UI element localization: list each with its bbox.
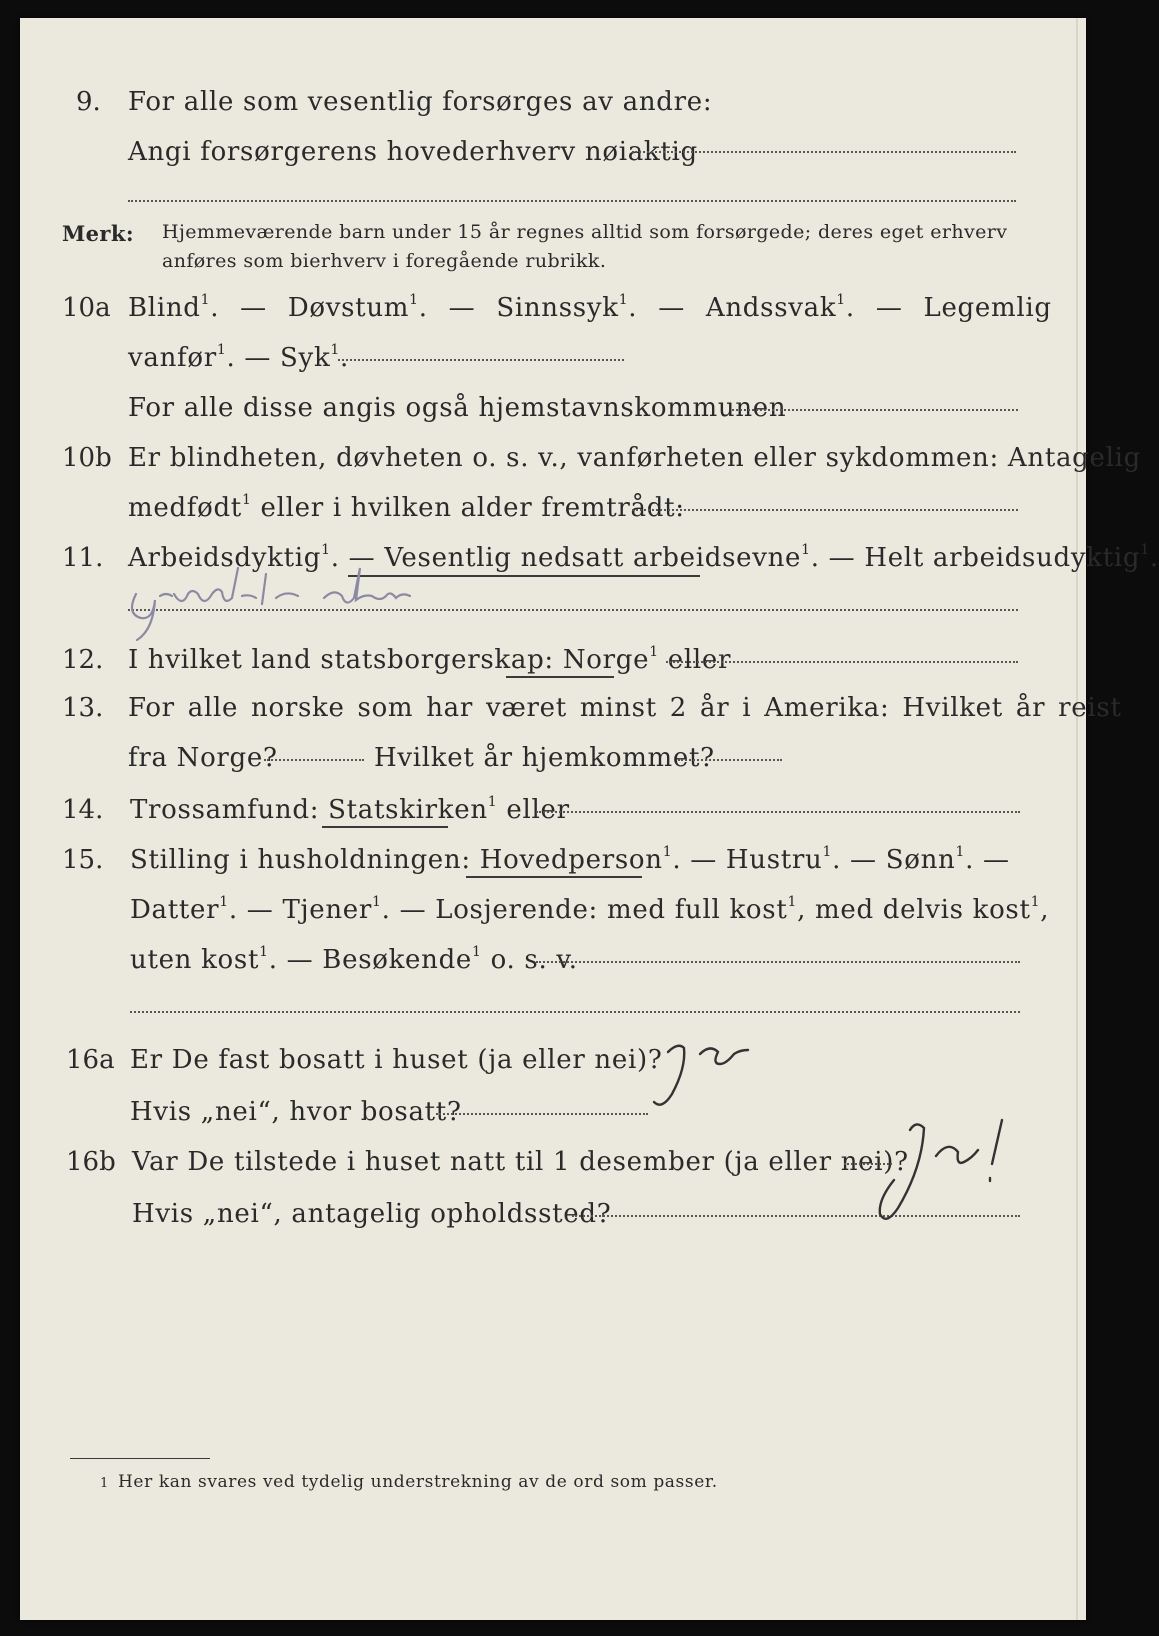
- merk-line-1: Hjemmeværende barn under 15 år regnes alltid som forsørgede; deres eget erhverv: [162, 221, 1008, 243]
- item-10b-number: 10b: [62, 443, 112, 473]
- item-13-line-1: For alle norske som har været minst 2 år i Amerika: Hvilket år reist: [128, 693, 1122, 723]
- item-11-line-1: Arbeidsdyktig$^1$. — Vesentlig nedsatt arbeidsevne$^1$. — Helt arbeidsudyktig$^1$.: [128, 542, 1159, 573]
- footnote-marker: 1: [100, 1476, 109, 1491]
- item-10a-number: 10a: [62, 293, 111, 323]
- item-14-answer-line[interactable]: [536, 811, 1020, 813]
- item-12-answer-line[interactable]: [666, 661, 1018, 663]
- item-10a-line-1: Blind$^1$. — Døvstum$^1$. — Sinnssyk$^1$. — Andssvak$^1$. — Legemlig: [128, 292, 1052, 323]
- item-11-answer-line[interactable]: [128, 609, 1018, 611]
- item-15-answer-line-2[interactable]: [130, 1011, 1020, 1013]
- item-16b-line-1: Var De tilstede i huset natt til 1 desember (ja eller nei)?: [132, 1147, 909, 1177]
- item-16a-line-1: Er De fast bosatt i huset (ja eller nei)?: [130, 1045, 663, 1075]
- item-9-number: 9.: [76, 87, 101, 117]
- item-10a-home-municipality-line[interactable]: [732, 409, 1018, 411]
- item-10b-line-2: medfødt$^1$ eller i hvilken alder fremtrådt:: [128, 492, 685, 523]
- item-11-underline-mark: [348, 575, 700, 577]
- item-13-line-3: Hvilket år hjemkommet?: [374, 743, 715, 773]
- item-12-underline-mark: [506, 676, 614, 678]
- item-14-line-1: Trossamfund: Statskirken$^1$ eller: [130, 794, 570, 825]
- item-9-line-2: Angi forsørgerens hovederhverv nøiaktig: [128, 137, 698, 167]
- item-15-underline-mark: [466, 876, 642, 878]
- item-15-line-2: Datter$^1$. — Tjener$^1$. — Losjerende: med full kost$^1$, med delvis kost$^1$,: [130, 894, 1050, 925]
- item-14-underline-mark: [322, 826, 448, 828]
- item-9-answer-line-2[interactable]: [128, 200, 1016, 202]
- item-13-return-year-line[interactable]: [678, 759, 782, 761]
- item-11-number: 11.: [62, 543, 104, 573]
- item-15-number: 15.: [62, 845, 104, 875]
- footnote-separator: [70, 1458, 210, 1459]
- item-16b-line-2: Hvis „nei“, antagelig opholdssted?: [132, 1199, 612, 1229]
- item-13-number: 13.: [62, 693, 104, 723]
- item-16b-answer-line[interactable]: [844, 1163, 892, 1165]
- handwriting-q16b: [816, 1098, 1036, 1258]
- item-16a-number: 16a: [66, 1045, 115, 1075]
- item-16a-residence-line[interactable]: [436, 1113, 648, 1115]
- census-form-page: [20, 18, 1159, 1620]
- item-10a-line-3: For alle disse angis også hjemstavnskommunen: [128, 393, 787, 423]
- merk-line-2: anføres som bierhverv i foregående rubrikk.: [162, 250, 607, 272]
- item-10b-answer-line[interactable]: [632, 509, 1018, 511]
- page-edge: [1076, 18, 1078, 1620]
- item-15-line-1: Stilling i husholdningen: Hovedperson$^1$. — Hustru$^1$. — Sønn$^1$. —: [130, 844, 1010, 875]
- item-9-line-1: For alle som vesentlig forsørges av andre:: [128, 87, 713, 117]
- item-14-number: 14.: [62, 795, 104, 825]
- footnote-text: Her kan svares ved tydelig understrekning av de ord som passer.: [118, 1472, 718, 1492]
- item-13-line-2: fra Norge?: [128, 743, 278, 773]
- item-12-number: 12.: [62, 645, 104, 675]
- item-10b-line-1: Er blindheten, døvheten o. s. v., vanførheten eller sykdommen: Antagelig: [128, 443, 1141, 473]
- item-10a-line-2: vanfør$^1$. — Syk$^1$.: [128, 342, 349, 373]
- item-16a-line-2: Hvis „nei“, hvor bosatt?: [130, 1097, 462, 1127]
- merk-label: Merk:: [62, 221, 134, 246]
- item-10a-answer-line[interactable]: [338, 359, 624, 361]
- item-13-departure-year-line[interactable]: [264, 759, 364, 761]
- item-15-line-3: uten kost$^1$. — Besøkende$^1$ o. s. v.: [130, 944, 578, 975]
- item-9-answer-line[interactable]: [632, 151, 1016, 153]
- item-15-answer-line[interactable]: [536, 961, 1020, 963]
- item-16b-location-line[interactable]: [572, 1215, 1020, 1217]
- item-16b-number: 16b: [66, 1147, 116, 1177]
- item-12-line-1: I hvilket land statsborgerskap: Norge$^1$ eller: [128, 644, 732, 675]
